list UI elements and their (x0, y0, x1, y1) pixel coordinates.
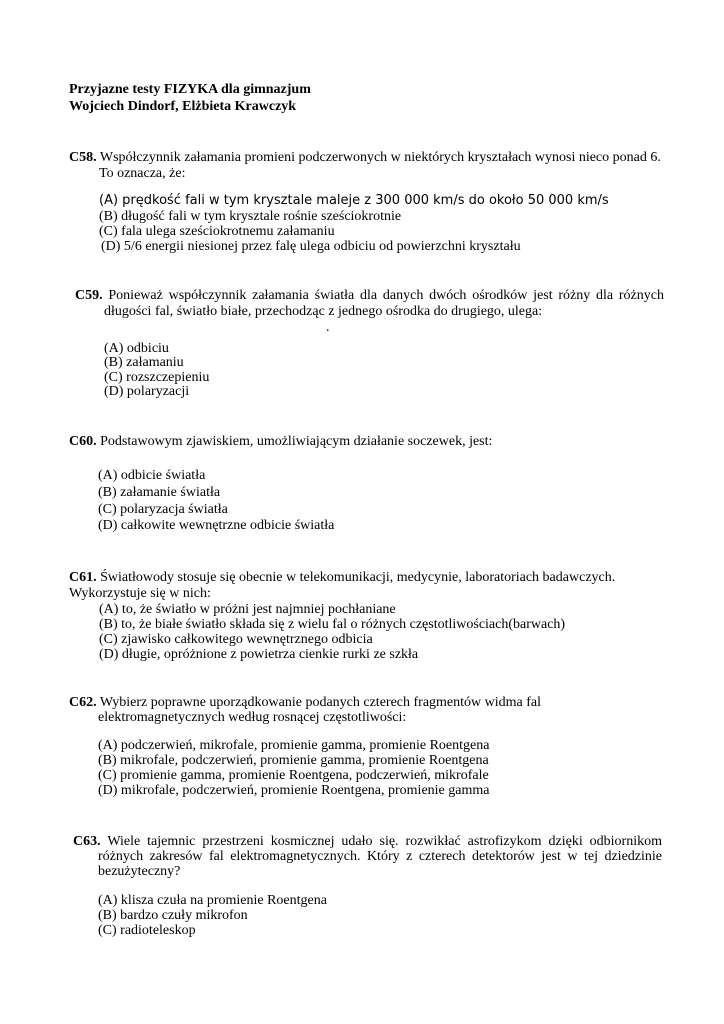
answer-option: (B) długość fali w tym krysztale rośnie sześciokrotnie (99, 209, 402, 224)
question-c60 (69, 434, 492, 449)
answer-option: (B) to, że białe światło składa się z wielu fal o różnych częstotliwościach(barwach) (99, 617, 566, 632)
question-text: Wiele tajemnic przestrzeni kosmicznej udało się. rozwikłać astrofizykom dzięki odbiornikom (107, 834, 663, 849)
question-c63 (73, 834, 662, 849)
answer-option: (B) mikrofale, podczerwień, promienie gamma, promienie Roentgena (98, 753, 489, 768)
question-text: Współczynnik załamania promieni podczerwonych w niektórych kryształach wynosi nieco ponad 6. (99, 150, 661, 165)
question-c62 (69, 695, 541, 710)
answer-option: (C) radioteleskop (98, 923, 196, 938)
answer-option: (A) prędkość fali w tym krysztale maleje z 300 000 km/s do około 50 000 km/s (99, 193, 609, 208)
answer-option: (C) promienie gamma, promienie Roentgena, podczerwień, mikrofale (98, 768, 489, 783)
stray-dot: . (326, 320, 330, 335)
question-number: C59. (75, 288, 103, 303)
answer-option: (A) odbiciu (104, 341, 169, 356)
answer-option: (D) polaryzacji (104, 384, 190, 399)
question-number: C63. (73, 834, 101, 849)
document-authors: Wojciech Dindorf, Elżbieta Krawczyk (69, 99, 297, 114)
question-number: C61. (69, 570, 97, 585)
question-c61 (69, 570, 615, 585)
question-c59 (75, 288, 664, 303)
question-text: Ponieważ współczynnik załamania światła dla danych dwóch ośrodków jest różny dla różnych (108, 288, 664, 303)
answer-option: (C) zjawisko całkowitego wewnętrznego odbicia (99, 632, 373, 647)
answer-option: (C) rozszczepieniu (104, 370, 210, 385)
answer-option: (A) podczerwień, mikrofale, promienie gamma, promienie Roentgena (98, 738, 490, 753)
question-text: Podstawowym zjawiskiem, umożliwiającym działanie soczewek, jest: (100, 434, 493, 449)
answer-option: (C) fala ulega sześciokrotnemu załamaniu (99, 224, 335, 239)
question-number: C62. (69, 695, 97, 710)
question-c58 (69, 150, 661, 165)
question-text-cont: Wykorzystuje się w nich: (69, 586, 211, 601)
answer-option: (B) załamanie światła (98, 485, 221, 500)
question-number: C60. (69, 434, 97, 449)
question-text-cont: długości fal, światło białe, przechodząc z jednego ośrodka do drugiego, ulega: (104, 304, 543, 319)
answer-option: (A) to, że światło w próżni jest najmniej pochłaniane (99, 602, 396, 617)
question-text-cont: różnych zakresów fal elektromagnetycznych. Który z czterech detektorów jest w tej dziedzinie (98, 849, 662, 864)
question-number: C58. (69, 150, 97, 165)
question-text-cont: To oznacza, że: (99, 166, 186, 181)
question-text: Światłowody stosuje się obecnie w telekomunikacji, medycynie, laboratoriach badawczych. (100, 570, 616, 585)
answer-option: (C) polaryzacja światła (98, 502, 228, 517)
answer-option: (D) całkowite wewnętrzne odbicie światła (98, 518, 335, 533)
question-text-cont: bezużyteczny? (98, 864, 181, 879)
answer-option: (D) mikrofale, podczerwień, promienie Roentgena, promienie gamma (98, 783, 490, 798)
answer-option: (B) załamaniu (104, 355, 184, 370)
answer-option: (B) bardzo czuły mikrofon (98, 908, 248, 923)
question-text: Wybierz poprawne uporządkowanie podanych czterech fragmentów widma fal (99, 695, 542, 710)
answer-option: (A) odbicie światła (98, 468, 206, 483)
document-title: Przyjazne testy FIZYKA dla gimnazjum (69, 82, 311, 97)
answer-option: (A) klisza czuła na promienie Roentgena (98, 893, 327, 908)
question-text-cont: elektromagnetycznych według rosnącej częstotliwości: (98, 710, 407, 725)
answer-option: (D) 5/6 energii niesionej przez falę ulega odbiciu od powierzchni kryształu (101, 239, 521, 254)
answer-option: (D) długie, opróżnione z powietrza cienkie rurki ze szkła (99, 647, 419, 662)
